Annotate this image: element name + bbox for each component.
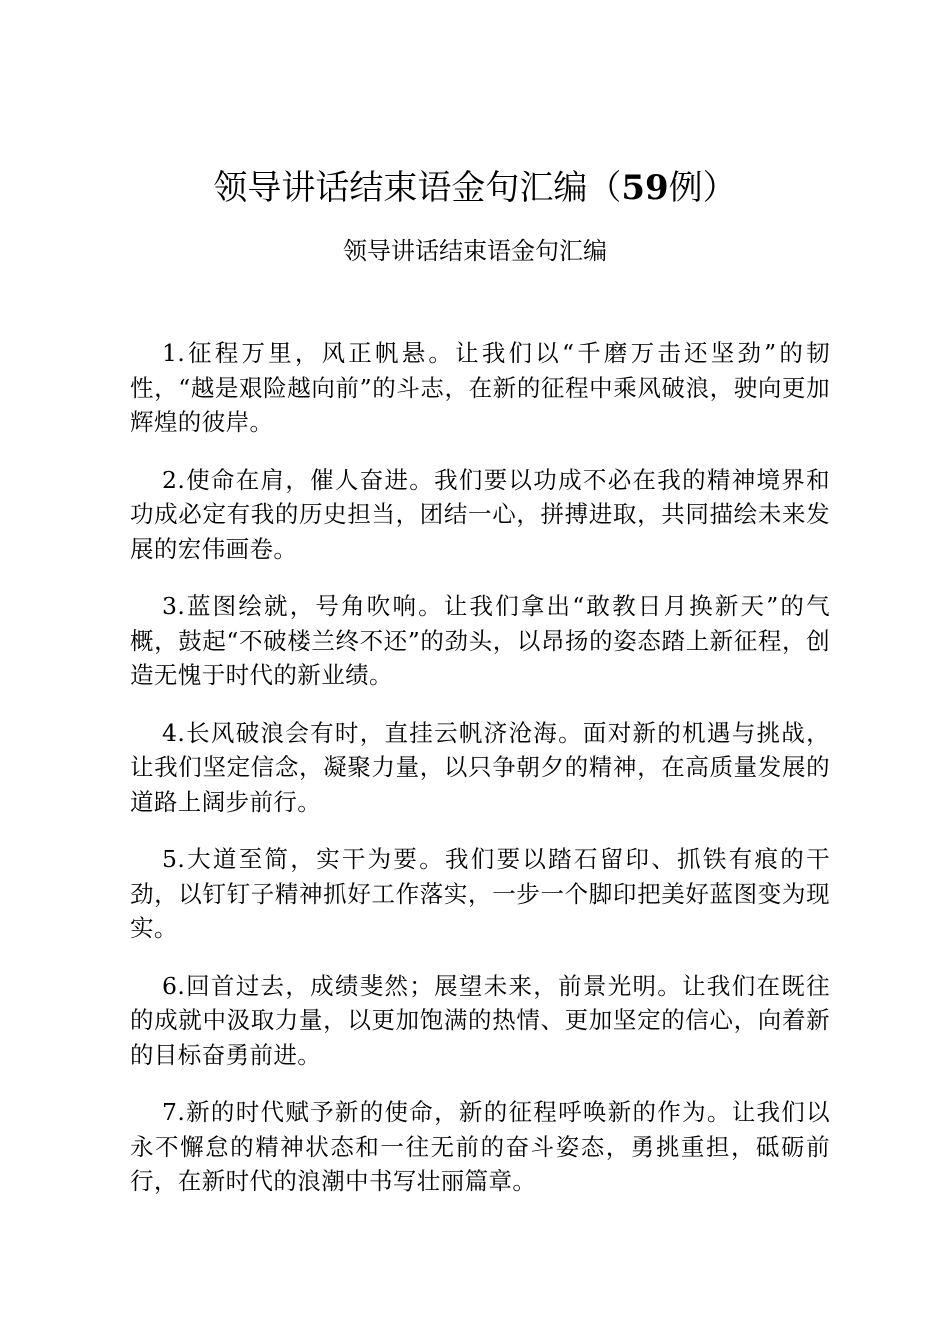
list-item: 4.长风破浪会有时，直挂云帆济沧海。面对新的机遇与挑战，让我们坚定信念，凝聚力量，以只争朝夕的精神，在高质量发展的道路上阔步前行。	[130, 718, 830, 816]
list-item: 7.新的时代赋予新的使命，新的征程呼唤新的作为。让我们以永不懈怠的精神状态和一往无前的奋斗姿态，勇挑重担，砥砺前行，在新时代的浪潮中书写壮丽篇章。	[130, 1098, 830, 1195]
list-item: 2.使命在肩，催人奋进。我们要以功成不必在我的精神境界和功成必定有我的历史担当，团结一心，拼搏进取，共同描绘未来发展的宏伟画卷。	[130, 465, 830, 563]
document-title	[0, 166, 950, 210]
list-item: 5.大道至简，实干为要。我们要以踏石留印、抓铁有痕的干劲，以钉钉子精神抓好工作落实，一步一个脚印把美好蓝图变为现实。	[130, 845, 830, 942]
list-item: 1.征程万里，风正帆悬。让我们以“千磨万击还坚劲”的韧性，“越是艰险越向前”的斗志，在新的征程中乘风破浪，驶向更加辉煌的彼岸。	[130, 339, 830, 436]
title-suffix: 例）	[668, 168, 737, 208]
title-text: 领导讲话结束语金句汇编（	[213, 168, 622, 208]
list-item: 6.回首过去，成绩斐然；展望未来，前景光明。让我们在既往的成就中汲取力量，以更加饱满的热情、更加坚定的信心，向着新的目标奋勇前进。	[130, 971, 830, 1069]
title-number: 59	[621, 168, 669, 208]
document-subtitle: 领导讲话结束语金句汇编	[343, 237, 607, 265]
list-item: 3.蓝图绘就，号角吹响。让我们拿出“敢教日月换新天”的气概，鼓起“不破楼兰终不还”的劲头，以昂扬的姿态踏上新征程，创造无愧于时代的新业绩。	[130, 592, 830, 689]
document-body	[130, 336, 830, 1222]
